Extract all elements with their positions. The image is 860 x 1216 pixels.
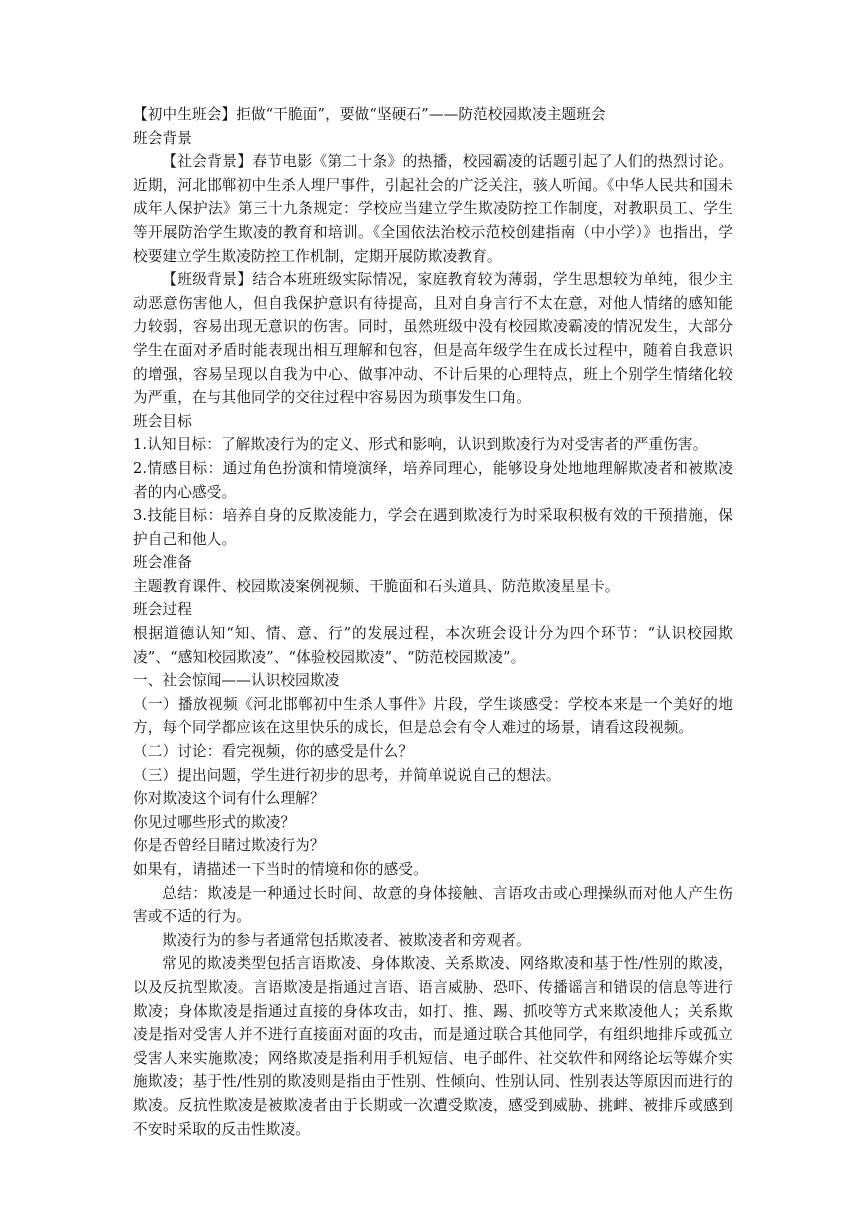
heading-background: 班会背景 <box>133 129 192 147</box>
question-item: 你见过哪些形式的欺凌？ <box>133 813 296 831</box>
section-one-heading: 一、社会惊闻——认识校园欺凌 <box>133 672 340 690</box>
heading-process: 班会过程 <box>133 601 192 619</box>
social-background-paragraph: 【社会背景】春节电影《第二十条》的热播，校园霸凌的话题引起了人们的热烈讨论。近期，河北邯郸初中生杀人埋尸事件，引起社会的广泛关注，骇人听闻。《中华人民共和国未成年人保护法》第三十九条规定：学校应当建立学生欺凌防控工作制度，对教职员工、学生等开展防治学生欺凌的教育和培训。《全国依法治校示范校创建指南（中小学）》也指出，学校要建立学生欺凌防控工作机制，定期开展防欺凌教育。 <box>133 153 733 265</box>
goal-emotional: 2.情感目标：通过角色扮演和情境演绎，培养同理心，能够设身处地地理解欺凌者和被欺凌者的内心感受。 <box>133 459 733 501</box>
question-item: 你是否曾经目睹过欺凌行为？ <box>133 837 325 855</box>
goal-cognitive: 1.认知目标：了解欺凌行为的定义、形式和影响，认识到欺凌行为对受害者的严重伤害。 <box>133 436 708 454</box>
document-page <box>133 103 733 1141</box>
question-item: 如果有，请描述一下当时的情境和你的感受。 <box>133 861 428 878</box>
question-item: 你对欺凌这个词有什么理解？ <box>133 790 325 808</box>
participants-paragraph: 欺凌行为的参与者通常包括欺凌者、被欺凌者和旁观者。 <box>162 931 531 949</box>
preparation-paragraph: 主题教育课件、校园欺凌案例视频、干脆面和石头道具、防范欺凌星星卡。 <box>133 577 620 595</box>
step-discussion: （二）讨论：看完视频，你的感受是什么？ <box>133 743 414 761</box>
heading-goals: 班会目标 <box>133 412 192 430</box>
class-background-paragraph: 【班级背景】结合本班班级实际情况，家庭教育较为薄弱，学生思想较为单纯，很少主动恶意伤害他人，但自我保护意识有待提高，且对自身言行不太在意，对他人情绪的感知能力较弱，容易出现无意识的伤害。同时，虽然班级中没有校园欺凌霸凌的情况发生，大部分学生在面对矛盾时能表现出相互理解和包容，但是高年级学生在成长过程中，随着自我意识的增强，容易呈现以自我为中心、做事冲动、不计后果的心理特点，班上个别学生情绪化较为严重，在与其他同学的交往过程中容易因为琐事发生口角。 <box>133 271 733 407</box>
bullying-types-paragraph: 常见的欺凌类型包括言语欺凌、身体欺凌、关系欺凌、网络欺凌和基于性/性别的欺凌，以及反抗型欺凌。言语欺凌是指通过言语、语言威胁、恐吓、传播谣言和错误的信息等进行欺凌；身体欺凌是指通过直接的身体攻击，如打、推、踢、抓咬等方式来欺凌他人；关系欺凌是指对受害人并不进行直接面对面的攻击，而是通过联合其他同学，有组织地排斥或孤立受害人来实施欺凌；网络欺凌是指利用手机短信、电子邮件、社交软件和网络论坛等媒介实施欺凌；基于性/性别的欺凌则是指由于性别、性倾向、性别认同、性别表达等原因而进行的欺凌。反抗性欺凌是被欺凌者由于长期或一次遭受欺凌，感受到威胁、挑衅、被排斥或感到不安时采取的反击性欺凌。 <box>133 955 733 1138</box>
step-questions: （三）提出问题，学生进行初步的思考，并简单说说自己的想法。 <box>133 766 561 784</box>
heading-preparation: 班会准备 <box>133 554 192 572</box>
document-title: 【初中生班会】拒做“干脆面”，要做“坚硬石”——防范校园欺凌主题班会 <box>133 106 606 123</box>
step-video: （一）播放视频《河北邯郸初中生杀人事件》片段，学生谈感受：学校本来是一个美好的地方，每个同学都应该在这里快乐的成长，但是总会有令人难过的场景，请看这段视频。 <box>133 695 733 737</box>
goal-skill: 3.技能目标：培养自身的反欺凌能力，学会在遇到欺凌行为时采取积极有效的干预措施，保护自己和他人。 <box>133 507 733 548</box>
process-intro-paragraph: 根据道德认知“知、情、意、行”的发展过程，本次班会设计分为四个环节：“认识校园欺凌”、“感知校园欺凌”、“体验校园欺凌”、“防范校园欺凌”。 <box>133 625 733 666</box>
summary-paragraph: 总结：欺凌是一种通过长时间、故意的身体接触、言语攻击或心理操纵而对他人产生伤害或不适的行为。 <box>133 884 733 926</box>
